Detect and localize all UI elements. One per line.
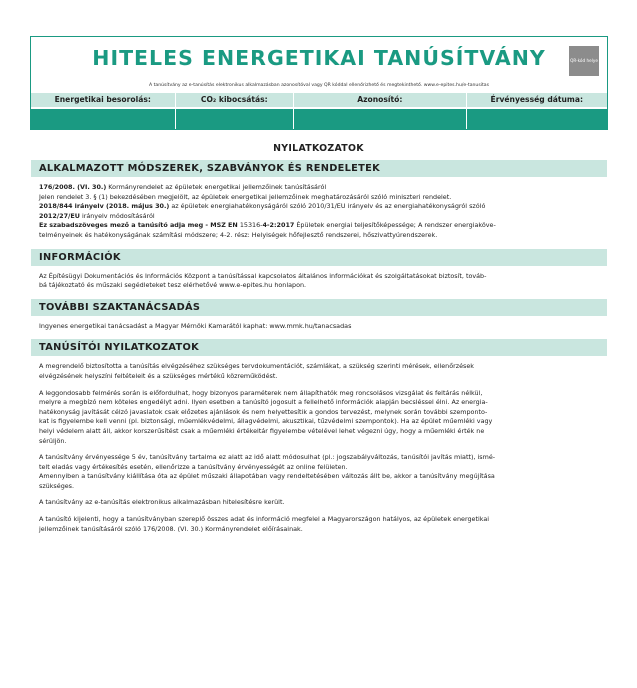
- methods-text: Kormányrendelet az épületek energetikai jellemzőinek tanúsításáról: [106, 183, 327, 191]
- section-heading-info: INFORMÁCIÓK: [31, 249, 607, 266]
- declaration-text: helyi védelem alatt áll, akkor korszerűsítést csak a műemléki értékeltár figyelembe vételével lehet végezni úgy, hogy a műemléki érték ne: [39, 426, 485, 435]
- energy-rating-value: [31, 109, 175, 129]
- declaration-text: A megrendelő biztosította a tanúsítás elvégzéséhez szükséges tervdokumentációt, számlákat, a szükség szerinti mérések, ellenőrzések: [39, 362, 474, 371]
- methods-text: 4-2:2017: [262, 221, 295, 230]
- verification-note: A tanúsítvány az e-tanúsítás elektronikus alkalmazásban azonosítóval vagy QR kóddal ellenőrizhető és megtekinthető. www.e-epites.hu/e-tanusitas: [148, 83, 490, 88]
- declarations-content: [31, 160, 607, 534]
- section-heading-declarations: TANÚSÍTÓI NYILATKOZATOK: [31, 339, 607, 356]
- declaration-text: szükséges.: [39, 481, 75, 490]
- col-energy-rating: Energetikai besorolás:: [54, 95, 151, 104]
- methods-text: 2012/27/EU: [39, 211, 80, 220]
- declaration-text: sérüljön.: [39, 436, 67, 445]
- info-text: bá tájékoztató és műszaki segédleteket tesz elérhetővé www.e-epites.hu honlapon.: [39, 281, 307, 290]
- declaration-text: A tanúsítvány érvényessége 5 év, tanúsítvány tartalma ez alatt az idő alatt módosulhat (pl.: jogszabályváltozás, tanúsítói javítás miatt), ismé-: [39, 453, 496, 462]
- summary-header-row: [31, 93, 607, 107]
- col-co2-emission: CO₂ kibocsátás:: [200, 95, 268, 104]
- methods-text: Ez szabadszöveges mező a tanúsító adja meg - MSZ EN: [39, 221, 238, 230]
- methods-text: Épületek energiai teljesítőképessége; A rendszer energiaköve-: [294, 221, 496, 230]
- info-text: Az Építésügyi Dokumentációs és Információs Központ a tanúsítással kapcsolatos általános információkat és szolgáltatásokat biztosít, továb-: [39, 271, 487, 280]
- methods-text: irányelv módosításáról: [79, 211, 155, 220]
- certificate-title: HITELES ENERGETIKAI TANÚSÍTVÁNY: [92, 46, 546, 70]
- declaration-text: telt eladás vagy értékesítés esetén, ellenőrizze a tanúsítvány érvényességét az online felületen.: [39, 462, 348, 471]
- declaration-text: kat is figyelembe kell venni (pl. biztonsági, műemlékvédelmi, állagvédelmi, akusztikai, tűzvédelmi szempontok). Ha az épület műemléki vagy: [39, 417, 493, 426]
- declaration-text: melyre a megbízó nem köteles engedélyt adni. Ilyen esetben a tanúsító jogosult a fellelhető információk alapján becsléssel élni. Az energia-: [39, 398, 488, 407]
- methods-text: Jelen rendelet 3. § (1) bekezdésében megjelölt, az épületek energetikai jellemzőinek meghatározásáról szóló miniszteri rendelet.: [39, 192, 452, 201]
- declaration-text: Amennyiben a tanúsítvány kiállítása óta az épület műszaki állapotában vagy rendeltetésében változás állt be, akkor a tanúsítvány megújítása: [39, 472, 495, 481]
- methods-text: az épületek energiahatékonyságáról szóló 2010/31/EU irányelv és az energiahatékonyságról szóló: [169, 202, 486, 211]
- methods-text: 15316-: [237, 221, 263, 230]
- section-body-info: [31, 272, 607, 291]
- declaration-text: A tanúsítvány az e-tanúsítás elektronikus alkalmazásban hitelesítésre került.: [39, 498, 285, 507]
- declaration-text: A tanúsító kijelenti, hogy a tanúsítványban szereplő összes adat és információ megfelel a Magyarországon hatályos, az épületek energetikai: [39, 515, 490, 524]
- section-body-methods: [31, 183, 607, 241]
- page-title: NYILATKOZATOK: [273, 143, 364, 154]
- declaration-text: elvégzésének helyszíni feltételeit és a szükséges mértékű közreműködést.: [39, 371, 278, 380]
- section-heading-methods: ALKALMAZOTT MÓDSZEREK, SZABVÁNYOK ÉS RENDELETEK: [31, 160, 607, 177]
- declaration-text: hatékonyság javítását célzó javaslatok csak előzetes ajánlások és nem helyettesítik a gondos tervezést, melynek során további szemponto-: [39, 407, 488, 416]
- section-heading-advice: TOVÁBBI SZAKTANÁCSADÁS: [31, 299, 607, 316]
- col-validity-date: Érvényesség dátuma:: [490, 95, 583, 104]
- declaration-text: A leggondosabb felmérés során is előfordulhat, hogy bizonyos paraméterek nem állapíthatók meg roncsolásos vizsgálat és feltárás nélkül,: [39, 388, 483, 397]
- advice-text: Ingyenes energetikai tanácsadást a Magyar Mérnöki Kamarától kaphat: www.mmk.hu/tanacsadas: [39, 321, 352, 330]
- qr-code-placeholder: QR-kód helye: [569, 46, 599, 76]
- certificate-header: [30, 36, 608, 130]
- section-body-advice: [31, 322, 607, 332]
- methods-text: 176/2008. (VI. 30.): [39, 183, 107, 191]
- declaration-text: jellemzőinek tanúsításáról szóló 176/2008. (VI. 30.) Kormányrendelet előírásainak.: [39, 524, 303, 533]
- co2-emission-value: [176, 109, 294, 129]
- methods-text: 2018/844 irányelv (2018. május 30.): [39, 202, 170, 211]
- section-body-declarations: [31, 362, 607, 534]
- summary-value-row: [31, 109, 607, 129]
- validity-date-value: [467, 109, 608, 129]
- identifier-value: [294, 109, 465, 129]
- col-identifier: Azonosító:: [357, 95, 403, 104]
- methods-text: telményeinek és hatékonyságának számítási módszere; 4-2. rész: Helyiségek hőfejlesztő rendszerei, hőszivattyúrendszerek.: [39, 230, 438, 239]
